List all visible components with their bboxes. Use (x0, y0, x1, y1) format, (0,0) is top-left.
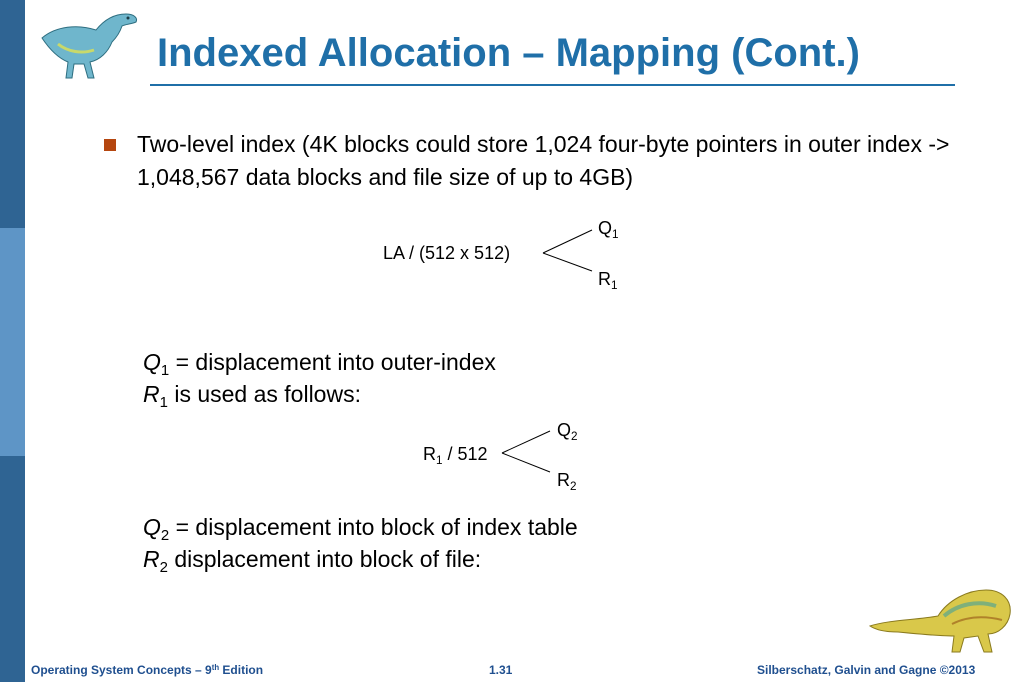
footer-edition-suffix: Edition (219, 663, 264, 677)
r2-var: R (143, 546, 160, 572)
diagram1-quotient-sub: 1 (612, 228, 619, 242)
diagram2-quotient-sub: 2 (571, 430, 578, 444)
diagram2-upper-branch (502, 431, 550, 453)
diagram1-lower-branch (543, 253, 592, 271)
footer-left (31, 662, 263, 678)
page-title: Indexed Allocation – Mapping (Cont.) (157, 31, 860, 75)
q1-text: = displacement into outer-index (169, 349, 496, 375)
diagram2-quotient-var: Q (557, 420, 572, 440)
r2-sub: 2 (159, 559, 168, 577)
dinosaur-icon (868, 586, 1016, 658)
bullet-text: Two-level index (4K blocks could store 1,024 four-byte pointers in outer index -> 1,048,567 data blocks and file size of up to 4GB) (137, 131, 950, 190)
diagram2-dividend-rest: / 512 (442, 444, 488, 464)
diagram2-dividend-var: R (423, 444, 436, 464)
diagram1-remainder (598, 268, 618, 293)
explanation2-r-line (143, 543, 481, 575)
diagram1-upper-branch (543, 230, 592, 253)
r1-sub: 1 (159, 394, 168, 412)
diagram1-quotient-var: Q (598, 218, 613, 238)
diagram2-remainder-var: R (557, 470, 570, 490)
diagram1-remainder-sub: 1 (611, 279, 618, 293)
q1-sub: 1 (160, 362, 170, 380)
q2-text: = displacement into block of index table (169, 514, 578, 540)
explanation1-q-line (143, 346, 496, 378)
diagram2-dividend (423, 443, 488, 468)
diagram2-remainder (557, 469, 577, 494)
r1-var: R (143, 381, 160, 407)
r2-text: displacement into block of file: (167, 546, 482, 572)
slide-number: 1.31 (489, 663, 513, 677)
q2-sub: 2 (160, 527, 170, 545)
diagram2-dividend-sub: 1 (436, 454, 443, 468)
explanation2-q-line (143, 511, 578, 543)
footer-book-title: Operating System Concepts – 9 (31, 663, 212, 677)
diagram1-quotient (598, 217, 619, 242)
footer-copyright: Silberschatz, Galvin and Gagne ©2013 (757, 663, 976, 677)
diagram2-quotient (557, 419, 578, 444)
q2-var: Q (143, 514, 161, 540)
explanation1-r-line (143, 378, 361, 410)
diagram2-lower-branch (502, 453, 550, 472)
diagram2-remainder-sub: 2 (570, 480, 577, 494)
diagram1-dividend: LA / (512 x 512) (383, 243, 511, 263)
r1-text: is used as follows: (167, 381, 361, 407)
q1-var: Q (143, 349, 161, 375)
footer-edition-sup: th (211, 663, 220, 673)
diagram1-remainder-var: R (598, 269, 611, 289)
